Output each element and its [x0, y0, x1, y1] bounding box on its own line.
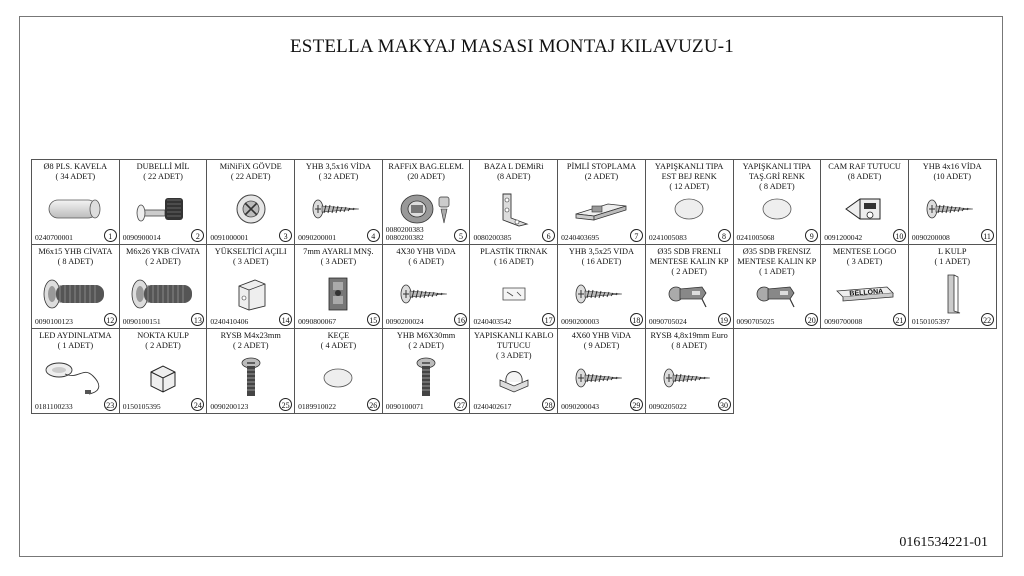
part-number-badge: 22 [981, 313, 994, 326]
part-number-badge: 12 [104, 313, 117, 326]
part-code: 0241005083 [648, 232, 687, 242]
part-number-badge: 8 [718, 229, 731, 242]
screw-icon [909, 188, 996, 230]
part-code: 0080200383 0080200382 [385, 224, 424, 242]
part-quantity: (8 ADET) [497, 172, 531, 181]
part-code: 0080200385 [473, 232, 512, 242]
part-cell [207, 329, 295, 414]
part-cell [646, 329, 734, 414]
l-handle-icon [909, 273, 996, 315]
part-quantity: ( 6 ADET) [408, 256, 444, 266]
part-cell [295, 245, 383, 330]
screw-icon [558, 357, 645, 399]
part-number-badge: 3 [279, 229, 292, 242]
part-cell [383, 329, 471, 414]
part-number-badge: 10 [893, 229, 906, 242]
part-code: 0150105395 [122, 402, 161, 412]
document-code: 0161534221-01 [899, 535, 988, 550]
part-code: 0090200043 [561, 402, 600, 412]
part-name: Ø8 PLS. KAVELA [43, 162, 108, 171]
part-number-badge: 24 [191, 398, 204, 411]
part-code: 0091000001 [210, 232, 249, 242]
page-title: ESTELLA MAKYAJ MASASI MONTAJ KILAVUZU-1 [290, 36, 734, 57]
part-number-badge: 18 [630, 313, 643, 326]
part-name: M6x15 YHB CİVATA [38, 246, 113, 256]
hinge-icon [646, 273, 733, 315]
part-number-badge: 1 [104, 229, 117, 242]
part-code: 0240410406 [210, 317, 249, 327]
glass-holder-icon [821, 188, 908, 230]
part-name: MENTESE LOGO [832, 246, 897, 256]
part-code: 0090700008 [824, 317, 863, 327]
part-number-badge: 28 [542, 398, 555, 411]
part-quantity: ( 2 ADET) [145, 256, 181, 266]
hinge-plate-icon [295, 273, 382, 315]
part-cell [909, 160, 997, 245]
part-number-badge: 13 [191, 313, 204, 326]
part-number-badge: 5 [454, 229, 467, 242]
part-name: PİMLİ STOPLAMA [566, 162, 637, 171]
part-code: 0090200008 [911, 232, 950, 242]
part-code: 0240700001 [35, 232, 73, 242]
part-cell [207, 160, 295, 245]
part-quantity: ( 2 ADET) [408, 341, 444, 351]
part-cell [734, 160, 822, 245]
logo-plate-icon [821, 273, 908, 315]
part-name: RAFFiX BAG.ELEM. [388, 162, 464, 171]
part-name: Ø35 SDB FRENSIZ MENTESE KALIN KP [737, 246, 817, 266]
part-name: Ø35 SDB FRENLI MENTESE KALIN KP [649, 246, 729, 266]
part-number-badge: 23 [104, 398, 117, 411]
part-name: YAPISKANLI KABLO TUTUCU [474, 331, 554, 351]
part-name: YHB 3,5x25 VIDA [568, 246, 634, 256]
part-quantity: ( 3 ADET) [496, 351, 532, 361]
part-quantity: ( 2 ADET) [145, 341, 181, 351]
part-cell [120, 160, 208, 245]
part-name: CAM RAF TUTUCU [828, 162, 901, 171]
part-number-badge: 26 [367, 398, 380, 411]
part-code: 0090705024 [648, 317, 687, 327]
part-cell [295, 329, 383, 414]
part-name: YHB M6X30mm [396, 331, 456, 341]
part-code: 0240403695 [561, 232, 600, 242]
logo-plate-text: BELLONA [848, 288, 883, 298]
anchor-pin-icon [120, 188, 207, 230]
parts-row [32, 160, 997, 245]
part-quantity: ( 16 ADET) [493, 256, 534, 266]
part-name: YÜKSELTİCİ AÇILI [214, 246, 287, 256]
part-cell [470, 245, 558, 330]
part-quantity: ( 9 ADET) [583, 341, 620, 351]
cable-holder-icon [470, 357, 557, 399]
part-code: 0090200001 [298, 232, 337, 242]
part-quantity: ( 1 ADET) [759, 266, 795, 276]
part-name: 4X60 YHB ViDA [571, 331, 632, 341]
part-code: 0090200003 [561, 317, 600, 327]
led-light-icon [32, 357, 119, 399]
part-cell [383, 245, 471, 330]
plastic-clip-icon [470, 273, 557, 315]
part-quantity: ( 2 ADET) [232, 341, 269, 351]
part-cell [646, 245, 734, 330]
part-code: 0150105397 [911, 317, 950, 327]
part-name: BAZA L DEMiRi [483, 162, 544, 171]
part-name: KEÇE [327, 331, 350, 341]
part-cell [32, 160, 120, 245]
part-quantity: (20 ADET) [407, 172, 445, 181]
part-quantity: ( 1 ADET) [934, 256, 970, 266]
part-cell [558, 245, 646, 330]
raffix-connector-icon [383, 188, 470, 230]
bolt-icon [120, 273, 207, 315]
part-number-badge: 11 [981, 229, 994, 242]
part-quantity: ( 12 ADET) [669, 182, 709, 191]
riser-block-icon [207, 273, 294, 315]
part-quantity: ( 2 ADET) [671, 266, 707, 276]
part-code: 0090900014 [122, 232, 161, 242]
part-name: MiNiFiX GÖVDE [219, 162, 282, 171]
part-name: L KULP [937, 246, 967, 256]
part-code: 0240403542 [473, 317, 512, 327]
part-code: 0241005068 [736, 232, 775, 242]
part-quantity: ( 1 ADET) [57, 341, 94, 351]
part-name: YHB 3,5x16 VİDA [305, 162, 371, 171]
part-cell [120, 245, 208, 330]
part-cell [383, 160, 471, 245]
hinge-icon [734, 273, 821, 315]
part-code: 0090200123 [210, 402, 249, 412]
part-name: YAPIŞKANLI TIPA EST BEJ RENK [654, 162, 724, 181]
part-code: 0090100123 [35, 317, 73, 327]
part-quantity: ( 22 ADET) [230, 172, 271, 181]
parts-table [31, 159, 997, 414]
part-code: 0181100233 [35, 402, 73, 412]
part-cell [470, 329, 558, 414]
part-cell [120, 329, 208, 414]
part-cell [295, 160, 383, 245]
parts-row [32, 329, 997, 414]
part-cell [32, 245, 120, 330]
part-quantity: ( 8 ADET) [759, 182, 795, 191]
part-number-badge: 20 [805, 313, 818, 326]
part-code: 0189910022 [298, 402, 337, 412]
part-code: 0090100151 [122, 317, 161, 327]
part-name: 4X30 YHB ViDA [396, 246, 456, 256]
part-cell [558, 160, 646, 245]
part-cell [646, 160, 734, 245]
part-cell [909, 245, 997, 330]
part-number-badge: 4 [367, 229, 380, 242]
part-cell [558, 329, 646, 414]
part-cell [821, 160, 909, 245]
part-name: M6x26 YKB CİVATA [126, 246, 201, 256]
stopper-icon [558, 188, 645, 230]
part-number-badge: 27 [454, 398, 467, 411]
part-number-badge: 15 [367, 313, 380, 326]
felt-pad-icon [295, 357, 382, 399]
part-name: YAPIŞKANLI TIPA TAŞ.GRİ RENK [742, 162, 812, 181]
part-number-badge: 21 [893, 313, 906, 326]
part-name: RYSB 4,8x19mm Euro [650, 331, 728, 341]
part-quantity: ( 3 ADET) [232, 256, 269, 266]
part-name: PLASTİK TIRNAK [480, 246, 548, 256]
part-number-badge: 7 [630, 229, 643, 242]
part-number-badge: 29 [630, 398, 643, 411]
part-code: 0090205022 [648, 402, 687, 412]
part-quantity: ( 22 ADET) [143, 172, 183, 181]
screw-icon [646, 357, 733, 399]
bolt-icon [32, 273, 119, 315]
part-quantity: ( 34 ADET) [55, 172, 96, 181]
part-cell [821, 245, 909, 330]
part-code: 0091200042 [824, 232, 863, 242]
part-quantity: (10 ADET) [933, 172, 971, 181]
screw-icon [558, 273, 645, 315]
part-code: 0090200024 [385, 317, 424, 327]
part-number-badge: 17 [542, 313, 555, 326]
part-number-badge: 2 [191, 229, 204, 242]
part-name: NOKTA KULP [137, 331, 189, 341]
part-name: 7mm AYARLI MNŞ. [303, 246, 374, 256]
cap-icon [646, 188, 733, 230]
part-name: DUBELLİ MİL [136, 162, 190, 171]
part-quantity: ( 32 ADET) [318, 172, 359, 181]
part-number-badge: 6 [542, 229, 555, 242]
parts-row [32, 245, 997, 330]
part-quantity: ( 8 ADET) [57, 256, 94, 266]
l-bracket-icon [470, 188, 557, 230]
part-name: LED AYDINLATMA [39, 331, 112, 341]
part-cell [32, 329, 120, 414]
cap-icon [734, 188, 821, 230]
minifix-body-icon [207, 188, 294, 230]
part-name: YHB 4x16 VİDA [922, 162, 982, 171]
part-code: 0090800067 [298, 317, 337, 327]
dowel-icon [32, 188, 119, 230]
part-cell [207, 245, 295, 330]
part-code: 0090705025 [736, 317, 775, 327]
part-code: 0240402617 [473, 402, 512, 412]
part-quantity: ( 4 ADET) [320, 341, 357, 351]
short-screw-icon [383, 357, 470, 399]
part-number-badge: 25 [279, 398, 292, 411]
part-quantity: (2 ADET) [584, 172, 619, 181]
part-quantity: ( 16 ADET) [581, 256, 622, 266]
part-name: RYSB M4x23mm [220, 331, 281, 341]
part-quantity: ( 3 ADET) [846, 256, 883, 266]
part-number-badge: 30 [718, 398, 731, 411]
short-screw-icon [207, 357, 294, 399]
part-quantity: (8 ADET) [847, 172, 882, 181]
part-quantity: ( 3 ADET) [320, 256, 357, 266]
screw-icon [383, 273, 470, 315]
part-code: 0090100071 [385, 402, 424, 412]
part-cell [734, 245, 822, 330]
part-quantity: ( 8 ADET) [671, 341, 707, 351]
knob-icon [120, 357, 207, 399]
screw-icon [295, 188, 382, 230]
part-number-badge: 14 [279, 313, 292, 326]
part-cell [470, 160, 558, 245]
part-number-badge: 9 [805, 229, 818, 242]
part-number-badge: 19 [718, 313, 731, 326]
part-number-badge: 16 [454, 313, 467, 326]
